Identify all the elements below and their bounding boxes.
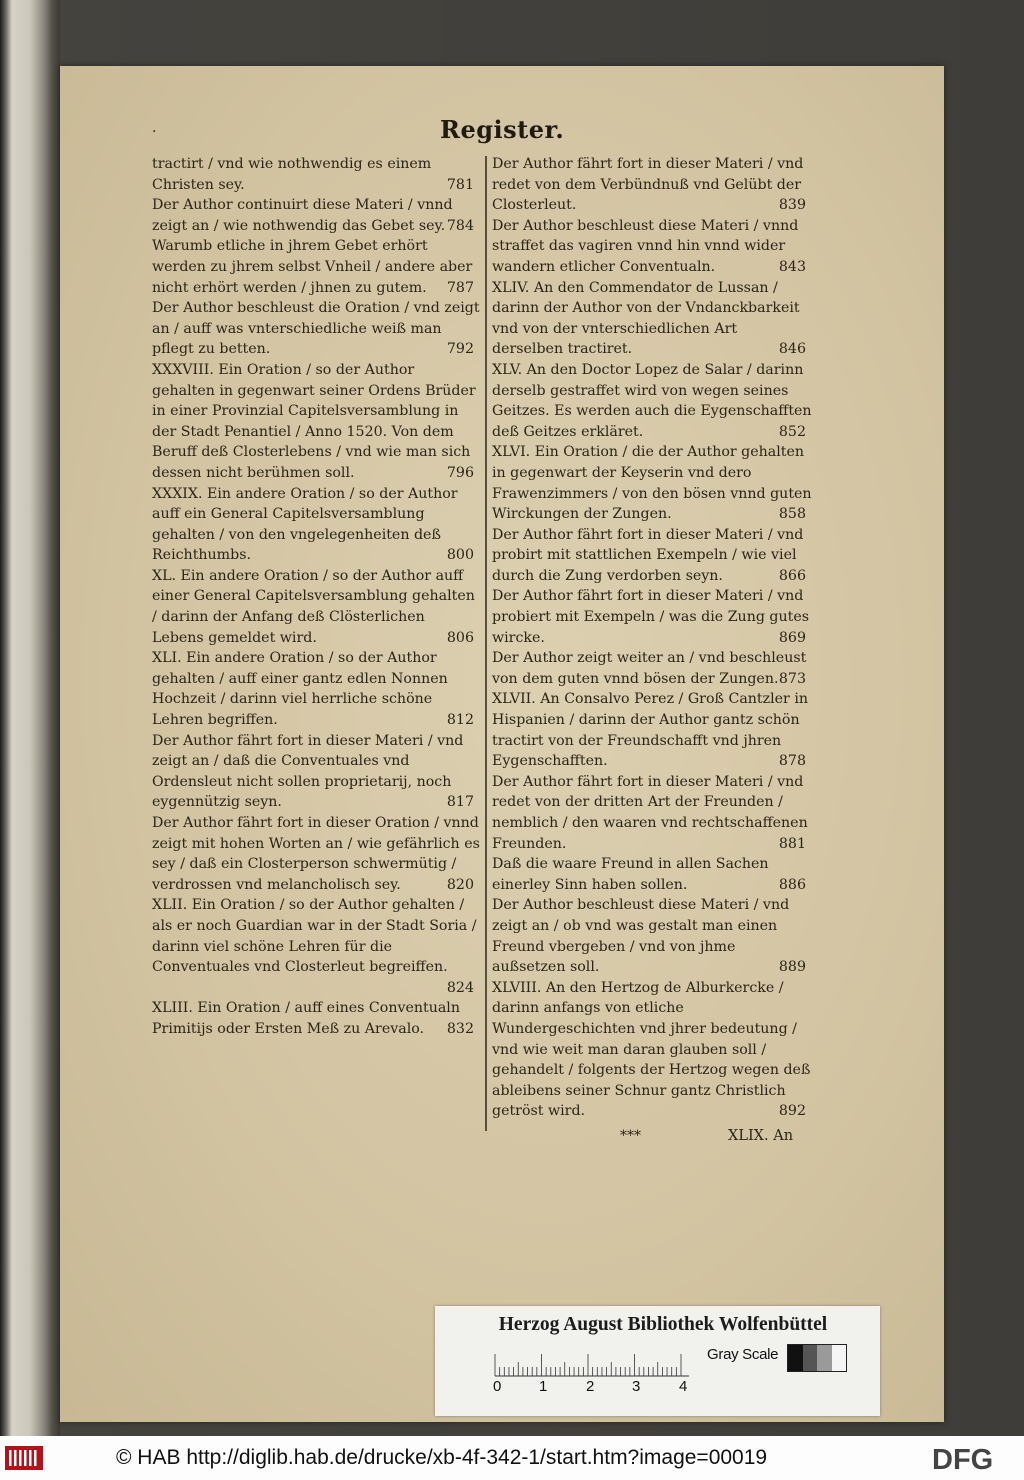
catchword: XLIX. An (728, 1128, 794, 1144)
entry-page-number: 800 (446, 547, 474, 564)
entry-page-number: 892 (778, 1103, 806, 1120)
entry-page-number: 886 (778, 876, 806, 893)
entry-page-number: 787 (446, 279, 474, 296)
register-entry (492, 525, 812, 587)
entry-page-number: 873 (778, 670, 806, 687)
entry-page-number: 812 (446, 712, 474, 729)
entry-page-number: 781 (446, 176, 474, 193)
viewer-footer (0, 1436, 1024, 1480)
book-spine-edge (0, 0, 60, 1436)
entry-text: XLVIII. An den Hertzog de Alburkercke / darinn anfangs von etliche Wundergeschichten vnd jhrer bedeutung / vnd wie weit man daran glauben soll / gehandelt / folgents der Hertzog wegen deß ableibens seiner Schnur gantz Christlich getröst wird. (492, 979, 811, 1120)
gray-step (803, 1345, 818, 1371)
entry-text: Warumb etliche in jhrem Gebet erhört werden zu jhrem selbst Vnheil / andere aber nicht erhört werden / jhnen zu gutem. (152, 238, 473, 296)
entry-text: XXXVIII. Ein Oration / so der Author gehalten in gegenwart seiner Ordens Brüder in einer Provinzial Capitelsversamblung in der Stadt Penantiel / Anno 1520. Von dem Beruff deß Closterlebens / vnd wie man sich dessen nicht berühmen soll. (152, 361, 476, 481)
entry-text: Der Author fährt fort in dieser Materi / vnd redet von dem Verbündnuß vnd Gelübt der Closterleut. (492, 156, 804, 214)
entry-page-number: 878 (778, 753, 806, 770)
entry-page-number: 792 (446, 341, 474, 358)
right-column (492, 154, 812, 1122)
entry-text: Daß die waare Freund in allen Sachen einerley Sinn haben sollen. (492, 856, 769, 893)
hab-logo-icon (4, 1444, 44, 1472)
register-entry (492, 978, 812, 1122)
entry-text: Der Author beschleust die Oration / vnd zeigt an / auff was vnterschiedliche weiß man pflegt zu betten. (152, 300, 480, 358)
entry-page-number: 832 (446, 1020, 474, 1037)
gray-scale-swatches (787, 1344, 847, 1372)
entry-page-number: 806 (446, 629, 474, 646)
ruler-label: 0 (493, 1378, 502, 1395)
entry-text: Der Author fährt fort in dieser Materi / vnd probirt mit stattlichen Exempeln / wie viel durch die Zung verdorben seyn. (492, 526, 804, 584)
entry-page-number: 866 (778, 567, 806, 584)
entry-text: XLV. An den Doctor Lopez de Salar / darinn derselb gestraffet wird von wegen seines Geitzes. Es werden auch die Eygenschafften deß Geitzes erkläret. (492, 361, 812, 440)
entry-text: XXXIX. Ein andere Oration / so der Author auff ein General Capitelsversamblung gehalten / von den vngelegenheiten deß Reichthumbs. (152, 485, 458, 564)
register-entry (492, 772, 812, 854)
gray-step (788, 1345, 803, 1371)
entry-page-number: 784 (446, 217, 474, 234)
register-entry (492, 278, 812, 360)
dfg-logo-icon (930, 1442, 1016, 1474)
entry-text: Der Author fährt fort in dieser Materi / vnd zeigt an / daß die Conventuales vnd Ordensleut nicht sollen proprietarij, noch eygennützig seyn. (152, 732, 464, 811)
register-entry (492, 854, 812, 895)
register-entry (152, 731, 480, 813)
gray-scale-label: Gray Scale (707, 1346, 779, 1363)
library-name: Herzog August Bibliothek Wolfenbüttel (498, 1314, 828, 1335)
entry-text: tractirt / vnd wie nothwendig es einem Christen sey. (152, 156, 432, 193)
gray-step (817, 1345, 832, 1371)
entry-page-number: 824 (446, 979, 474, 996)
signature-mark: *** (620, 1128, 641, 1144)
entry-text: XLIII. Ein Oration / auff eines Conventualn Primitijs oder Ersten Meß zu Arevalo. (152, 1000, 460, 1037)
ruler-label: 4 (679, 1378, 688, 1395)
entry-page-number: 858 (778, 506, 806, 523)
entry-page-number: 820 (446, 876, 474, 893)
entry-text: Der Author zeigt weiter an / vnd beschleust von dem guten vnnd bösen der Zungen. (492, 650, 807, 687)
entry-text: XLVI. Ein Oration / die der Author gehalten in gegenwart der Keyserin vnd dero Frawenzimmers / von den bösen vnnd guten Wirckungen der Zungen. (492, 444, 812, 523)
entry-text: XLII. Ein Oration / so der Author gehalten / als er noch Guardian war in der Stadt Soria / darinn viel schöne Lehren für die Conventuales vnd Closterleut begreiffen. (152, 897, 477, 976)
ruler-label: 3 (632, 1378, 641, 1395)
register-entry (152, 154, 480, 195)
entry-page-number: 817 (446, 794, 474, 811)
ruler (489, 1348, 699, 1382)
register-entry (152, 360, 480, 484)
register-entry (492, 648, 812, 689)
register-entry (152, 484, 480, 566)
register-entry (492, 442, 812, 524)
register-entry (492, 154, 812, 216)
left-column (152, 154, 480, 1040)
register-entry (492, 586, 812, 648)
register-entry (152, 566, 480, 648)
entry-page-number: 889 (778, 959, 806, 976)
register-entry (492, 216, 812, 278)
entry-page-number: 839 (778, 197, 806, 214)
entry-page-number: 881 (778, 835, 806, 852)
entry-text: Der Author continuirt diese Materi / vnnd zeigt an / wie nothwendig das Gebet sey. (152, 197, 453, 234)
copyright-link[interactable]: © HAB http://diglib.hab.de/drucke/xb-4f-342-1/start.htm?image=00019 (116, 1446, 768, 1469)
entry-text: Der Author beschleust diese Materi / vnd zeigt an / ob vnd was gestalt man einen Freund vbergeben / vnd von jhme außsetzen soll. (492, 897, 790, 976)
ruler-label: 1 (539, 1378, 548, 1395)
register-entry (152, 648, 480, 730)
register-entry (492, 360, 812, 442)
entry-page-number: 852 (778, 423, 806, 440)
register-entry (152, 236, 480, 298)
entry-text: XLIV. An den Commendator de Lussan / darinn der Author von der Vndanckbarkeit vnd von der vnterschiedlichen Art derselben tractiret. (492, 279, 800, 358)
entry-page-number: 846 (778, 341, 806, 358)
register-entry (152, 998, 480, 1039)
register-entry (152, 195, 480, 236)
margin-mark: · (152, 124, 157, 140)
entry-page-number: 869 (778, 629, 806, 646)
entry-text: XLI. Ein andere Oration / so der Author gehalten / auff einer gantz edlen Nonnen Hochzeit / darinn viel herrliche schöne Lehren begriffen. (152, 650, 448, 729)
ruler-label: 2 (586, 1378, 595, 1395)
register-entry (492, 895, 812, 977)
column-divider (485, 156, 487, 1131)
entry-text: XL. Ein andere Oration / so der Author auff einer General Capitelsversamblung gehalten / darinn der Anfang deß Clösterlichen Lebens gemeldet wird. (152, 567, 475, 646)
entry-text: Der Author beschleust diese Materi / vnnd straffet das vagiren vnnd hin vnnd wider wandern etlicher Conventualn. (492, 217, 799, 275)
register-entry (152, 298, 480, 360)
entry-text: XLVII. An Consalvo Perez / Groß Cantzler in Hispanien / darinn der Author gantz schön tractirt von der Freundschafft vnd jhren Eygenschafften. (492, 691, 809, 770)
entry-page-number: 796 (446, 464, 474, 481)
dfg-logo-text: DFG (932, 1444, 994, 1474)
entry-text: Der Author fährt fort in dieser Oration / vnnd zeigt mit hohen Worten an / wie gefährlich es sey / daß ein Closterperson schwermütig / verdrossen vnd melancholisch sey. (152, 815, 480, 893)
page-title: Register. (440, 115, 565, 144)
entry-text: Der Author fährt fort in dieser Materi / vnd probiert mit Exempeln / was die Zung gutes wircke. (492, 588, 810, 646)
register-entry (492, 689, 812, 771)
register-entry (152, 895, 480, 998)
gray-step (832, 1345, 847, 1371)
entry-page-number: 843 (778, 258, 806, 275)
entry-text: Der Author fährt fort in dieser Materi / vnd redet von der dritten Art der Freunden / nemblich / den waaren vnd rechtschaffenen Freunden. (492, 773, 808, 852)
color-card (435, 1306, 880, 1416)
register-entry (152, 813, 480, 895)
